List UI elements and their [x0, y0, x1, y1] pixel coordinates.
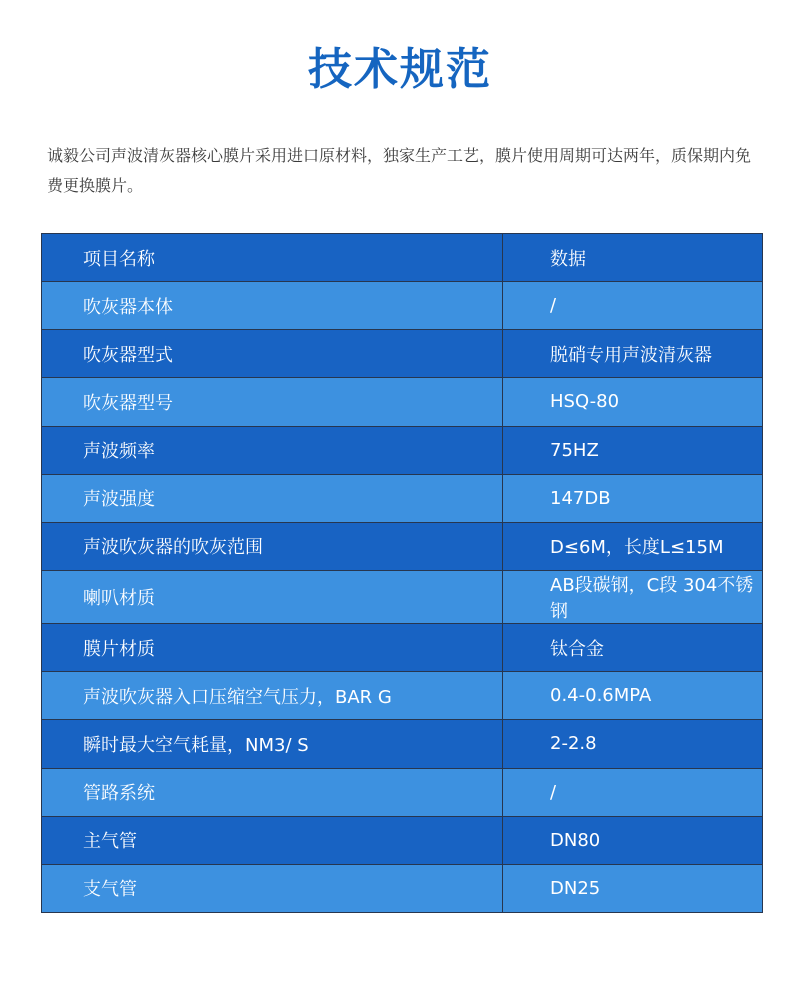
- table-row: [42, 720, 763, 768]
- row-name-cell: 瞬时最大空气耗量，NM3/ S: [42, 720, 503, 768]
- table-row: [42, 378, 763, 426]
- row-value-cell: 147DB: [503, 474, 763, 522]
- spec-table: [41, 233, 763, 913]
- row-value-cell: DN25: [503, 864, 763, 912]
- row-name-cell: 声波强度: [42, 474, 503, 522]
- row-value-cell: 2-2.8: [503, 720, 763, 768]
- row-name-cell: 声波频率: [42, 426, 503, 474]
- row-value-cell: 0.4-0.6MPA: [503, 672, 763, 720]
- row-name-cell: 支气管: [42, 864, 503, 912]
- row-value-cell: DN80: [503, 816, 763, 864]
- table-row: [42, 522, 763, 570]
- table-row: [42, 474, 763, 522]
- row-value-cell: AB段碳钢，C段 304不锈钢: [503, 570, 763, 623]
- table-row: [42, 570, 763, 623]
- table-row: [42, 816, 763, 864]
- row-name-cell: 喇叭材质: [42, 570, 503, 623]
- table-row: [42, 864, 763, 912]
- row-name-cell: 声波吹灰器的吹灰范围: [42, 522, 503, 570]
- table-row: [42, 426, 763, 474]
- intro-paragraph: 诚毅公司声波清灰器核心膜片采用进口原材料，独家生产工艺，膜片使用周期可达两年，质保期内免费更换膜片。: [47, 146, 752, 195]
- row-value-cell: 脱硝专用声波清灰器: [503, 330, 763, 378]
- row-value-cell: 钛合金: [503, 624, 763, 672]
- table-row: [42, 330, 763, 378]
- row-name-cell: 吹灰器型式: [42, 330, 503, 378]
- row-value-cell: /: [503, 282, 763, 330]
- row-value-cell: 75HZ: [503, 426, 763, 474]
- row-value-cell: D≤6M，长度L≤15M: [503, 522, 763, 570]
- row-name-cell: 吹灰器本体: [42, 282, 503, 330]
- row-name-cell: 声波吹灰器入口压缩空气压力，BAR G: [42, 672, 503, 720]
- table-row: [42, 672, 763, 720]
- header-value-cell: 数据: [503, 234, 763, 282]
- row-name-cell: 主气管: [42, 816, 503, 864]
- page-title: 技术规范: [308, 44, 492, 95]
- table-row: [42, 282, 763, 330]
- row-value-cell: /: [503, 768, 763, 816]
- row-name-cell: 膜片材质: [42, 624, 503, 672]
- row-value-cell: HSQ-80: [503, 378, 763, 426]
- table-header-row: [42, 234, 763, 282]
- row-name-cell: 管路系统: [42, 768, 503, 816]
- table-row: [42, 624, 763, 672]
- header-name-cell: 项目名称: [42, 234, 503, 282]
- row-name-cell: 吹灰器型号: [42, 378, 503, 426]
- table-row: [42, 768, 763, 816]
